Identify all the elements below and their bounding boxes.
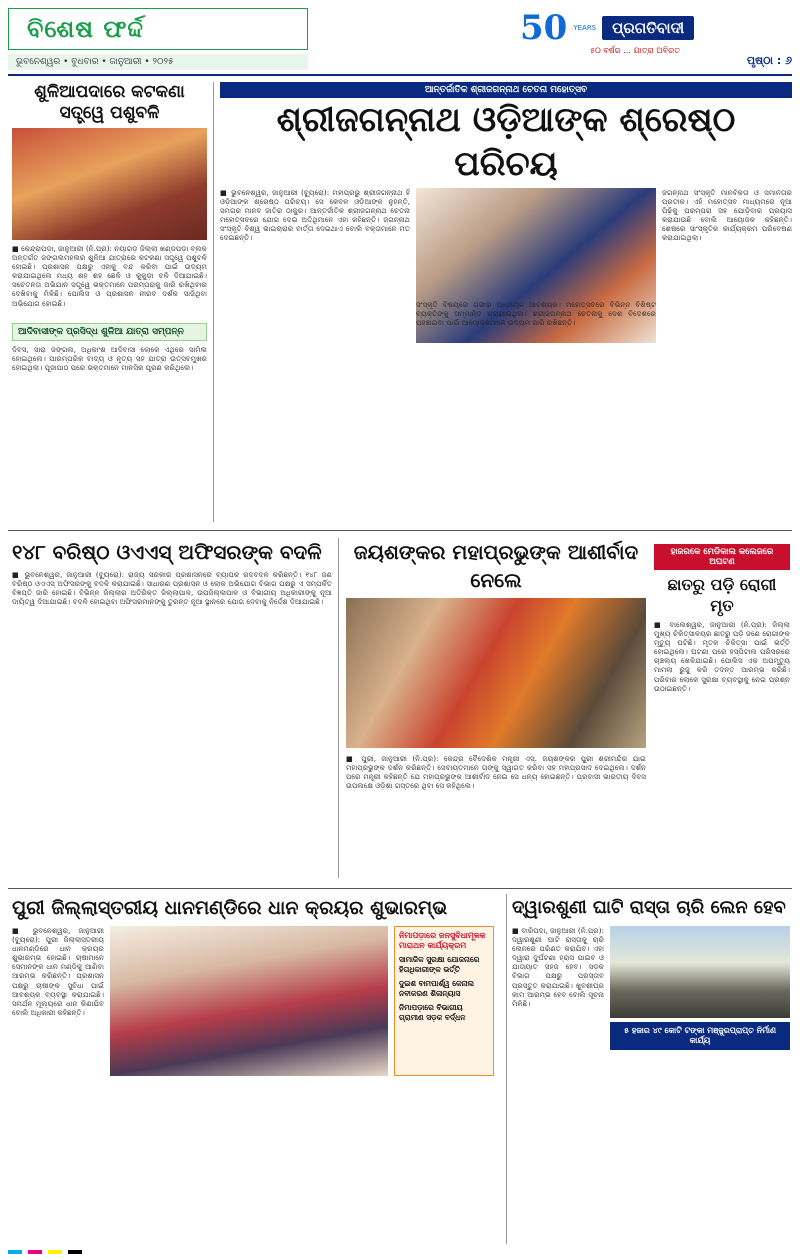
column-divider [213,82,214,522]
section-rule-2 [8,888,792,889]
print-color-marks [8,1250,792,1256]
story5-headline: ଛାତରୁ ପଡ଼ି ରୋଗୀ ମୃତ [667,575,777,615]
brand-tagline: ୫୦ ବର୍ଷର ... ଯାତ୍ରା ଅବିରତ [590,46,680,55]
story1-sub-box: ଆଦିବାସୀଙ୍କ ପ୍ରସିଦ୍ଧ ଶୁଳିଆ ଯାତ୍ରା ସମ୍ପନ୍ନ [12,323,207,341]
story-jaishankar [346,538,646,924]
story7-photo [610,926,790,1018]
story2-body-right: ଜଗନ୍ନାଥ ସଂସ୍କୃତି ମାନବିକତା ଓ ସମାନତାର ପ୍ରତୀକ। ଏହି ମହୋତ୍ସବ ମାଧ୍ୟମରେ ନୂଆ ପିଢ଼ିକୁ ପରମ୍ପରା ସହ ଯୋଡ଼ିବାର ପ୍ରୟାସ କରାଯାଉଛି ବୋଲି ଆୟୋଜକ କହିଛନ୍ତି। ଶେଷରେ ସାଂସ୍କୃତିକ କାର୍ଯ୍ୟକ୍ରମ ପରିବେଷଣ କରାଯାଇଥିଲା। [662,188,792,243]
story2-headline: ଶ୍ରୀଜଗନ୍ନାଥ ଓଡ଼ିଆଙ୍କ ଶ୍ରେଷ୍ଠ ପରିଚୟ [276,100,736,184]
story-patient-fall [654,544,790,880]
story-paddy-procurement [12,894,502,1226]
story2-body-mid: ସଂସ୍କୃତି ବିଷୟରେ ଗଭୀର ଅଧ୍ୟୟନ ଆବଶ୍ୟକ। ମହୋତ୍ସବରେ ବିଭିନ୍ନ ବିଶିଷ୍ଟ ବ୍ୟକ୍ତିଙ୍କୁ ସମ୍ମାନିତ କରାଯାଇଥିଲା। ଶ୍ରୀଜଗନ୍ନାଥ ଚେତନାକୁ ଦେଶ ବିଦେଶରେ ପହଞ୍ଚାଇବା ପାଇଁ ଆୟୋଜକମାନେ ଉଦ୍ୟମ ଜାରି ରଖିଛନ୍ତି। [416,300,656,328]
story6-box-item: ସାମାଜିକ ସୁରକ୍ଷା ଯୋଜନାରେ ହିତାଧିକାରୀଙ୍କ ଭର୍ତ୍ତି [399,955,480,974]
story6-side-box [394,926,494,1076]
years-label: YEARS [573,24,597,32]
story6-photo [110,926,388,1076]
story6-box-title: ନିମାପଡ଼ାରେ ଜନସୁବିଧାମୂଳକ ମାରାଥନ କାର୍ଯ୍ୟକ୍ରମ [399,931,486,950]
story1-photo [12,128,207,240]
story1-body2: ଦିବସ, ସାରା ଜଙ୍ଗଲ, ଅଧିକାଂଶ ଆଦିବାସୀ ଲୋକେ ଏଥିରେ ସାମିଲ ହୋଇଥିଲେ। ପାରମ୍ପରିକ ବାଦ୍ୟ ଓ ନୃତ୍ୟ ସହ ଯାତ୍ରା ଉତ୍ସବମୁଖର ହୋଇଥିଲା। ପୂଜାପାଠ ପରେ ଭକ୍ତମାନେ ମାନସିକ ପୂରଣ କରିଥିଲେ। [12,345,207,373]
story7-box: ୫ ହଜାର ୪୯ କୋଟି ଟଙ୍କା ମଞ୍ଜୁରପ୍ରାପ୍ତ ନିର୍ମାଣ କାର୍ଯ୍ୟ [610,1022,790,1050]
story-ghat-road [512,894,792,1226]
column-divider-3 [506,894,507,1244]
story6-body: ■ ଭୁବନେଶ୍ୱର, ଜାନୁଆରୀ (ବ୍ୟୁରୋ): ପୁରୀ ଜିଲ୍ଲାସ୍ତରୀୟ ଧାନମଣ୍ଡିରେ ଧାନ କ୍ରୟର ଶୁଭାରମ୍ଭ ହୋଇଛି। ଚାଷୀମାନେ ସେମାନଙ୍କ ଧାନ ମଣ୍ଡିକୁ ଆଣିବା ଆରମ୍ଭ କରିଛନ୍ତି। ପ୍ରଶାସନ ପକ୍ଷରୁ ଚାଷୀଙ୍କ ସୁବିଧା ପାଇଁ ଆବଶ୍ୟକ ବ୍ୟବସ୍ଥା କରାଯାଇଛି। ସମର୍ଥନ ମୂଲ୍ୟରେ ଧାନ କିଣାଯିବ ବୋଲି ଅଧିକାରୀ କହିଛନ୍ତି। [12,926,104,1017]
story6-box-item: ନିମାପଡ଼ାରେ ବିଭାଗୀୟ ଗ୍ରାମୀଣ ସଡ଼କ ବର୍ଦ୍ଧନ [399,1003,466,1022]
story3-headline: ୧୪୮ ବରିଷ୍ଠ ଓଏଏସ୍ ଅଫିସରଙ୍କ ବଦଳି [12,540,322,564]
story4-headline: ଜୟଶଙ୍କର ମହାପ୍ରଭୁଙ୍କ ଆଶୀର୍ବାଦ ନେଲେ [353,540,639,592]
story4-body: ■ ପୁରୀ, ଜାନୁଆରୀ (ନି.ପ୍ର): କେନ୍ଦ୍ର ବୈଦେଶିକ ମନ୍ତ୍ରୀ ଏସ୍. ଜୟଶଙ୍କର ପୁରୀ ଶ୍ରୀମନ୍ଦିର ଯାଇ ମହାପ୍ରଭୁଙ୍କ ଦର୍ଶନ କରିଛନ୍ତି। ସେବାୟତମାନେ ତାଙ୍କୁ ସ୍ୱାଗତ କରିବା ସହ ମହାପ୍ରସାଦ ଦେଇଥିଲେ। ଦର୍ଶନ ପରେ ମନ୍ତ୍ରୀ କହିଛନ୍ତି ଯେ ମହାପ୍ରଭୁଙ୍କ ଆଶୀର୍ବାଦ ନେଇ ସେ ଧନ୍ୟ ହୋଇଛନ୍ତି। ପ୍ରବାସୀ ଭାରତୀୟ ଦିବସ ଉପଲକ୍ଷେ ଓଡ଼ିଶା ଗସ୍ତରେ ଥିବା ସେ କହିଥିଲେ। [346,754,646,791]
page-number: ପୃଷ୍ଠା : ୬ [746,54,792,67]
story2-body-left: ■ ଭୁବନେଶ୍ୱର, ଜାନୁଆରୀ (ବ୍ୟୁରୋ): ମହାପ୍ରଭୁ ଶ୍ରୀଜଗନ୍ନାଥ ହିଁ ଓଡ଼ିଆଙ୍କ ଶ୍ରେଷ୍ଠ ପରିଚୟ। ସେ କେବଳ ଓଡ଼ିଆଙ୍କ ନୁହନ୍ତି, ସମଗ୍ର ମାନବ ଜାତିର ଠାକୁର। ଆନ୍ତର୍ଜାତିକ ଶ୍ରୀଜଗନ୍ନାଥ ଚେତନା ମହୋତ୍ସବରେ ଯୋଗ ଦେଇ ଅତିଥିମାନେ ଏହା କହିଛନ୍ତି। ଜଗନ୍ନାଥ ସଂସ୍କୃତି ବିଶ୍ୱ ଭାଇଚାରାର ବାର୍ତ୍ତା ଦେଇଥାଏ ବୋଲି ବକ୍ତାମାନେ ମତ ଦେଇଛନ୍ତି। [220,188,410,243]
story2-kicker: ଆନ୍ତର୍ଜାତିକ ଶ୍ରୀଜଗନ୍ନାଥ ଚେତନା ମହୋତ୍ସବ [220,82,792,98]
story-oas-transfer [12,538,332,900]
story7-body: ■ ବାରିପଦା, ଜାନୁଆରୀ (ନି.ପ୍ର): ଦ୍ୱାରଶୁଣୀ ଘାଟି ରାସ୍ତାକୁ ଚାରି ଲେନରେ ପରିଣତ କରାଯିବ। ଏହା ଦ୍ୱାରା ଦୁର୍ଘଟଣା ହ୍ରାସ ପାଇବ ଓ ଯାତାୟାତ ସହଜ ହେବ। ସଡ଼କ ବିଭାଗ ପକ୍ଷରୁ ପ୍ରସ୍ତାବ ପ୍ରସ୍ତୁତ କରାଯାଇଛି। ଖୁବଶୀଘ୍ର କାମ ଆରମ୍ଭ ହେବ ବୋଲି ସୂଚନା ମିଳିଛି। [512,926,604,1008]
masthead-left [8,8,308,70]
story-jagannath [220,82,792,568]
column-divider-2 [338,538,339,878]
story3-body: ■ ଭୁବନେଶ୍ୱର, ଜାନୁଆରୀ (ବ୍ୟୁରୋ): ରାଜ୍ୟ ସରକାର ପ୍ରଶାସନରେ ବ୍ୟାପକ ରଦବଦଳ କରିଛନ୍ତି। ୧୪୮ ଜଣ ବରିଷ୍ଠ ଓଏଏସ୍ ଅଫିସରଙ୍କୁ ବଦଳି କରାଯାଇଛି। ସାଧାରଣ ପ୍ରଶାସନ ଓ ଲୋକ ଅଭିଯୋଗ ବିଭାଗ ପକ୍ଷରୁ ଏ ସମ୍ପର୍କିତ ବିଜ୍ଞପ୍ତି ଜାରି ହୋଇଛି। ବିଭିନ୍ନ ଜିଲ୍ଲାର ଅତିରିକ୍ତ ଜିଲ୍ଲାପାଳ, ଉପଜିଲ୍ଲାପାଳ ଓ ବିଭାଗୀୟ ଅଧିକାରୀଙ୍କୁ ନୂଆ ଦାୟିତ୍ୱ ଦିଆଯାଇଛି। ବଦଳି ହୋଇଥିବା ଅଫିସରମାନଙ୍କୁ ତୁରନ୍ତ ନୂଆ ସ୍ଥାନରେ ଯୋଗ ଦେବାକୁ ନିର୍ଦ୍ଦେଶ ଦିଆଯାଇଛି। [12,570,332,607]
story4-photo [346,598,646,748]
story1-headline: ଶୁଳିଆପଦାରେ କଟକଣା ସତ୍ତ୍ୱେ ପଶୁବଳି [34,82,185,123]
fifty-years-emblem: 50 [520,8,568,48]
top-rule [8,74,792,76]
dateline: ଭୁବନେଶ୍ୱର • ବୁଧବାର • ଜାନୁଆରୀ • ୨୦୨୫ [8,54,308,70]
story6-box-item: ଦୁଇଶ ବାମପାର୍ଶ୍ୱ କେନାଲ ନବୀକରଣ ଶିଳାନ୍ୟାସ [399,979,475,998]
brand-name: ପ୍ରଗତିବାଦୀ [602,16,694,40]
story1-body: ■ କେନ୍ଦ୍ରାପଡ଼ା, ଜାନୁଆରୀ (ନି.ପ୍ର): ନୟାଗଡ଼ ଜିଲ୍ଲା ଖଣ୍ଡପଡ଼ା ବ୍ଲକ ଅନ୍ତର୍ଗତ ଜଙ୍ଗଲମହଲର ଶୁଳିଆ ଯାତ୍ରାରେ କଟକଣା ସତ୍ତ୍ୱେ ପଶୁବଳି ହୋଇଛି। ପ୍ରଶାସନ ପକ୍ଷରୁ ଏହାକୁ ବନ୍ଦ କରିବା ପାଇଁ ଉଦ୍ୟମ କରାଯାଇଥିଲେ ମଧ୍ୟ ଶହ ଶହ ଛେଳି ଓ କୁକୁଡ଼ା ବଳି ଦିଆଯାଇଛି। ସଚେତନତା ଅଭିଯାନ ସତ୍ତ୍ୱେ ଭକ୍ତମାନେ ପରମ୍ପରାକୁ ଜାରି ରଖିଥିବାର ଦେଖିବାକୁ ମିଳିଛି। ପୋଲିସ ଓ ପ୍ରଶାସନ ନୀରବ ଦର୍ଶକ ସାଜିଥିବା ଅଭିଯୋଗ ହୋଇଛି। [12,244,207,308]
section-title: ବିଶେଷ ଫର୍ଦ୍ଦ [8,8,308,50]
story6-headline: ପୁରୀ ଜିଲ୍ଲାସ୍ତରୀୟ ଧାନମଣ୍ଡିରେ ଧାନ କ୍ରୟର ଶୁଭାରମ୍ଭ [12,897,448,919]
story-animal-sacrifice [12,82,207,505]
story5-body: ■ ବାଲେଶ୍ୱର, ଜାନୁଆରୀ (ନି.ପ୍ର): ଜିଲ୍ଲା ମୁଖ୍ୟ ଚିକିତ୍ସାଳୟର ଛାତରୁ ପଡ଼ି ଜଣେ ରୋଗୀଙ୍କ ମୃତ୍ୟୁ ଘଟିଛି। ମୃତକ ଚିକିତ୍ସା ପାଇଁ ଭର୍ତ୍ତି ହୋଇଥିଲେ। ଘଟଣା ପରେ ହସ୍ପିଟାଲ ପରିସରରେ ଚାଞ୍ଚଲ୍ୟ ଖେଳିଯାଇଛି। ପୋଲିସ ଏକ ଅପମୃତ୍ୟୁ ମାମଲା ରୁଜୁ କରି ତଦନ୍ତ ଆରମ୍ଭ କରିଛି। ପରିବାର ଲୋକେ ସୁରକ୍ଷା ବ୍ୟବସ୍ଥାକୁ ନେଇ ପ୍ରଶ୍ନ ଉଠାଇଛନ୍ତି। [654,620,790,693]
section-rule [8,530,792,531]
newspaper-logo[interactable] [520,4,740,55]
story5-kicker: ହାଜରକେ ମେଡିକାଲ କଲେଜରେ ଅଘଟଣ [654,544,790,570]
story7-headline: ଦ୍ୱାରଶୁଣୀ ଘାଟି ରାସ୍ତା ଚାରି ଲେନ ହେବ [512,897,786,918]
